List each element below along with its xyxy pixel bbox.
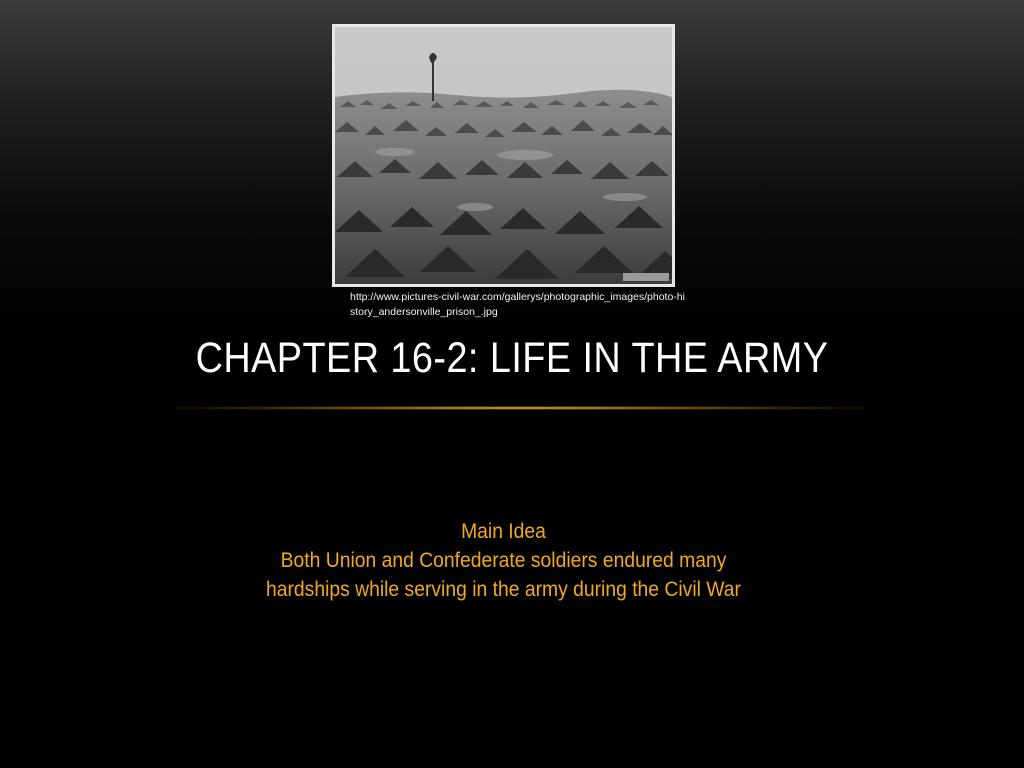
slide-title: CHAPTER 16-2: LIFE IN THE ARMY	[195, 334, 829, 382]
title-divider	[175, 406, 865, 410]
prison-camp-photo	[332, 24, 675, 287]
main-idea-heading: Main Idea	[461, 520, 546, 543]
main-idea-line-2: hardships while serving in the army during the Civil War	[266, 578, 741, 601]
main-idea-text	[40, 517, 966, 604]
photo-image	[335, 27, 672, 284]
main-idea-line-1: Both Union and Confederate soldiers endured many	[280, 549, 727, 572]
image-source-url[interactable]: http://www.pictures-civil-war.com/gallerys/photographic_images/photo-history_andersonville_prison_.jpg	[350, 291, 685, 318]
